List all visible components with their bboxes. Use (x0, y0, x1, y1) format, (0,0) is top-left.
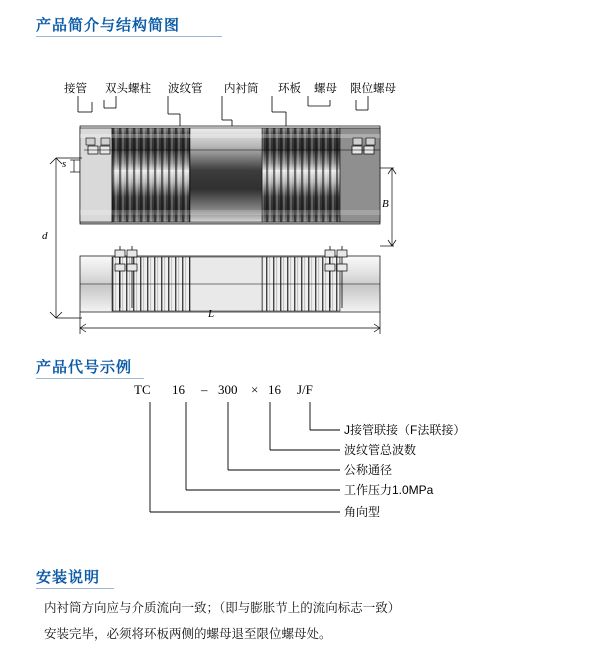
code-legend-4: 角向型 (344, 505, 381, 519)
install-note-1: 安装完毕，必须将环板两侧的螺母退至限位螺母处。 (44, 627, 332, 641)
code-token-3: 300 (218, 382, 238, 397)
callout-label-6: 限位螺母 (350, 83, 396, 95)
code-token-6: J/F (297, 382, 313, 397)
section-title-intro-underline (36, 36, 222, 37)
section-title-code-underline (36, 378, 144, 379)
product-code-leader-lines (0, 380, 600, 550)
callout-label-3: 内衬筒 (224, 83, 259, 95)
section-title-install-underline (36, 588, 114, 589)
dimension-label-L: L (208, 308, 215, 320)
callout-label-2: 波纹管 (168, 83, 203, 95)
callout-label-4: 环板 (278, 83, 301, 95)
code-legend-3: 工作压力1.0MPa (344, 483, 434, 497)
product-code-diagram (0, 380, 600, 550)
callout-label-1: 双头螺柱 (105, 83, 151, 95)
callout-label-0: 接管 (64, 83, 87, 95)
install-note-0: 内衬筒方向应与介质流向一致；（即与膨胀节上的流向标志一致） (44, 601, 401, 615)
install-notes (44, 598, 564, 650)
section-title-intro: 产品简介与结构简图 (36, 17, 181, 34)
code-legend-0: J接管联接（F法联接） (344, 423, 466, 437)
structure-diagram (0, 50, 600, 350)
code-legend-2: 公称通径 (344, 463, 393, 477)
code-token-1: 16 (172, 382, 185, 397)
dimension-label-B: B (382, 198, 389, 210)
callout-label-5: 螺母 (314, 83, 337, 95)
code-token-2: – (201, 382, 208, 397)
dimension-label-s: s (62, 158, 67, 170)
section-title-code: 产品代号示例 (36, 359, 133, 376)
code-token-4: × (251, 382, 259, 397)
section-title-install: 安装说明 (36, 569, 101, 586)
code-legend-1: 波纹管总波数 (344, 443, 417, 457)
dimension-label-d: d (42, 230, 48, 242)
code-token-0: TC (134, 382, 151, 397)
code-token-5: 16 (268, 382, 281, 397)
